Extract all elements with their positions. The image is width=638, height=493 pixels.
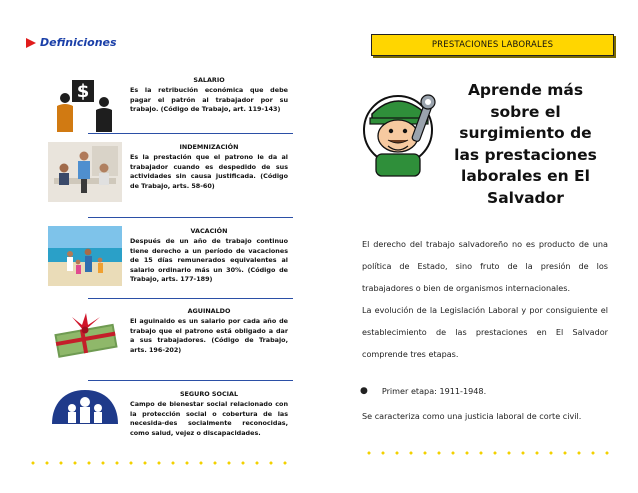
definitions-header (26, 36, 117, 49)
worker-mascot-icon (362, 72, 442, 190)
office-meeting-photo (48, 142, 122, 202)
bullet-text: Primer etapa: 1911-1948. (381, 386, 487, 396)
definition-text (130, 76, 288, 115)
closing-text: Se caracteriza como una justicia laboral de corte civil. (362, 411, 582, 421)
beach-family-photo (48, 226, 122, 286)
definition-text (130, 227, 288, 284)
paragraph: El derecho del trabajo salvadoreño no es producto de una política de Estado, sino fruto de la presión de los trabajadores o bien de organismos internacionales. (362, 239, 608, 293)
dotted-divider (26, 461, 294, 465)
definition-text (130, 390, 288, 438)
definition-body: Es la retribución económica que debe pagar el patrón al trabajador por su trabajo. (Código de Trabajo, art. 119-143) (130, 86, 288, 114)
definition-text (130, 143, 288, 191)
red-arrow-icon (26, 38, 36, 48)
definition-title: VACACIÓN (190, 227, 228, 235)
page-heading: Aprende más sobre el surgimiento de las prestaciones laborales en El Salvador (454, 81, 597, 207)
paragraph: La evolución de la Legislación Laboral y por consiguiente el establecimiento de las prestaciones en El Salvador comprende tres etapas. (362, 305, 608, 359)
divider (88, 217, 293, 218)
definition-title: INDEMNIZACIÓN (179, 143, 239, 151)
divider (88, 133, 293, 134)
money-gift-photo (48, 307, 122, 367)
definition-vacacion (40, 222, 290, 302)
svg-text:$: $ (76, 81, 90, 102)
definition-body: Después de un año de trabajo continuo tiene derecho a un período de vacaciones de 15 días remunerados equivalentes al salario ordinario más un 30%. (Código de Trabajo, arts. 177-189) (130, 237, 288, 284)
dotted-divider (362, 451, 612, 455)
definition-aguinaldo (40, 303, 290, 373)
body-text (362, 233, 608, 365)
definitions-title: Definiciones (40, 36, 117, 49)
definition-title: AGUINALDO (187, 307, 231, 315)
definition-text (130, 307, 288, 355)
right-panel (320, 0, 638, 493)
definition-body: El aguinaldo es un salario por cada año de trabajo que el patrono está obligado a dar a sus trabajadores. (Código de Trabajo, arts. 196-202) (130, 317, 288, 354)
definition-salario (40, 74, 290, 134)
bullet-dot-icon: ● (360, 386, 368, 396)
definition-indemnizacion (40, 138, 290, 208)
bullet-item (360, 386, 486, 396)
definition-body: Es la prestación que el patrono le da al trabajador cuando es despedido de sus actividades sin causa justificada. (Código de Trabajo, arts. 58-60) (130, 153, 288, 190)
divider (88, 380, 293, 381)
isss-logo (48, 388, 122, 448)
definition-seguro-social (40, 385, 290, 455)
money-people-icon (48, 74, 122, 134)
definition-body: Campo de bienestar social relacionado con la protección social o cobertura de las necesida-des socialmente reconocidas, como salud, vejez o discapacidades. (130, 400, 288, 437)
divider (88, 298, 293, 299)
definition-title: SALARIO (193, 76, 225, 84)
definition-title: SEGURO SOCIAL (179, 390, 239, 398)
section-banner: PRESTACIONES LABORALES (371, 34, 614, 56)
